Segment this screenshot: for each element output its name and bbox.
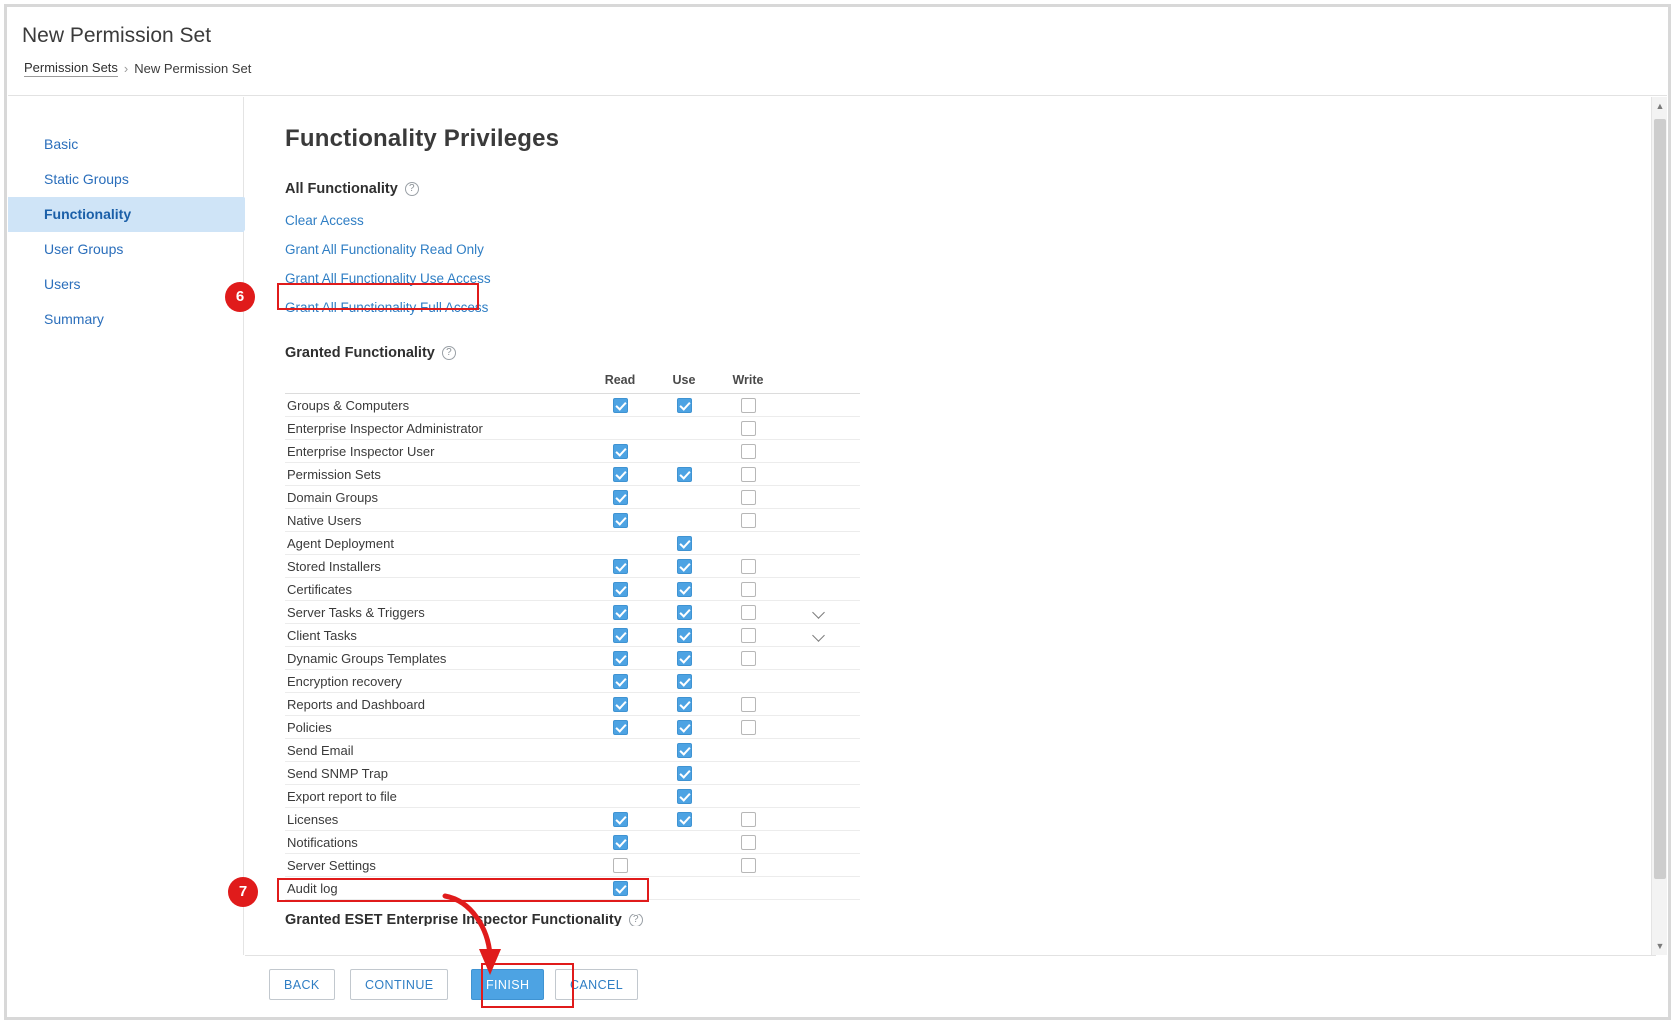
cell-use (652, 877, 716, 900)
cell-read (588, 670, 652, 693)
checkbox-use[interactable] (677, 766, 692, 781)
checkbox-use[interactable] (677, 605, 692, 620)
sidebar-item-summary[interactable] (8, 302, 244, 337)
cell-read (588, 509, 652, 532)
sidebar-item-static-groups[interactable] (8, 162, 244, 197)
cell-expand (780, 808, 860, 831)
cell-use (652, 509, 716, 532)
checkbox-use[interactable] (677, 582, 692, 597)
sidebar-item-users[interactable] (8, 267, 244, 302)
cell-expand (780, 417, 860, 440)
table-row (285, 877, 860, 900)
checkbox-read[interactable] (613, 720, 628, 735)
help-icon[interactable]: ? (405, 182, 419, 196)
cell-expand (780, 739, 860, 762)
cell-read (588, 624, 652, 647)
section-title: Functionality Privileges (285, 125, 560, 152)
checkbox-read[interactable] (613, 444, 628, 459)
cell-read (588, 854, 652, 877)
checkbox-write[interactable] (741, 835, 756, 850)
checkbox-write[interactable] (741, 628, 756, 643)
privilege-name: Groups & Computers (285, 394, 588, 417)
granted-eei-label: Granted ESET Enterprise Inspector Functionality (285, 914, 622, 926)
checkbox-write[interactable] (741, 513, 756, 528)
cell-read (588, 716, 652, 739)
checkbox-use[interactable] (677, 467, 692, 482)
cell-read (588, 785, 652, 808)
checkbox-use[interactable] (677, 651, 692, 666)
checkbox-read[interactable] (613, 812, 628, 827)
table-row (285, 440, 860, 463)
privilege-name: Stored Installers (285, 555, 588, 578)
cell-write (716, 670, 780, 693)
grant-link-grant-all-functionality-full-access[interactable]: Grant All Functionality Full Access (285, 300, 489, 315)
granted-eei-heading (285, 914, 1656, 926)
cell-write (716, 624, 780, 647)
privilege-name: Server Settings (285, 854, 588, 877)
table-row (285, 532, 860, 555)
cell-expand (780, 394, 860, 417)
checkbox-read[interactable] (613, 835, 628, 850)
cell-write (716, 785, 780, 808)
cell-expand (780, 486, 860, 509)
cell-use (652, 394, 716, 417)
cell-use (652, 716, 716, 739)
cell-expand (780, 601, 860, 624)
cell-write (716, 716, 780, 739)
privilege-name: Licenses (285, 808, 588, 831)
cell-use (652, 532, 716, 555)
table-row (285, 854, 860, 877)
sidebar-item-user-groups[interactable] (8, 232, 244, 267)
checkbox-use[interactable] (677, 536, 692, 551)
cell-read (588, 831, 652, 854)
cell-write (716, 555, 780, 578)
sidebar-item-label: Functionality (44, 206, 132, 222)
scrollbar-thumb[interactable] (1654, 119, 1666, 879)
table-row (285, 808, 860, 831)
cell-use (652, 578, 716, 601)
cell-write (716, 647, 780, 670)
checkbox-read[interactable] (613, 628, 628, 643)
checkbox-use[interactable] (677, 697, 692, 712)
cell-write (716, 578, 780, 601)
privilege-name: Send Email (285, 739, 588, 762)
checkbox-write[interactable] (741, 858, 756, 873)
privilege-name: Certificates (285, 578, 588, 601)
table-header-row (285, 373, 860, 394)
checkbox-read[interactable] (613, 858, 628, 873)
table-row (285, 716, 860, 739)
cell-expand (780, 555, 860, 578)
cell-use (652, 417, 716, 440)
sidebar-item-label: Static Groups (44, 171, 129, 187)
cell-write (716, 417, 780, 440)
cell-expand (780, 854, 860, 877)
cell-write (716, 854, 780, 877)
cell-write (716, 532, 780, 555)
cell-write (716, 486, 780, 509)
wizard-sidebar (8, 97, 244, 955)
checkbox-write[interactable] (741, 582, 756, 597)
privilege-name: Enterprise Inspector Administrator (285, 417, 588, 440)
table-row (285, 670, 860, 693)
checkbox-read[interactable] (613, 513, 628, 528)
checkbox-use[interactable] (677, 398, 692, 413)
privilege-name: Native Users (285, 509, 588, 532)
cell-expand (780, 877, 860, 900)
privileges-table (285, 373, 860, 900)
column-header-read: Read (588, 373, 652, 394)
privilege-name: Reports and Dashboard (285, 693, 588, 716)
table-row (285, 463, 860, 486)
cell-write (716, 463, 780, 486)
privilege-name: Export report to file (285, 785, 588, 808)
chevron-down-icon[interactable] (813, 631, 827, 640)
privilege-name: Dynamic Groups Templates (285, 647, 588, 670)
privilege-name: Notifications (285, 831, 588, 854)
cell-write (716, 831, 780, 854)
table-row (285, 647, 860, 670)
checkbox-read[interactable] (613, 881, 628, 896)
column-header-name (285, 373, 588, 394)
cell-read (588, 647, 652, 670)
cell-write (716, 440, 780, 463)
checkbox-write[interactable] (741, 421, 756, 436)
cell-write (716, 877, 780, 900)
checkbox-read[interactable] (613, 674, 628, 689)
cell-read (588, 808, 652, 831)
cell-expand (780, 440, 860, 463)
step-badge-6: 6 (225, 282, 255, 312)
checkbox-read[interactable] (613, 651, 628, 666)
table-row (285, 624, 860, 647)
breadcrumb-current: New Permission Set (134, 61, 252, 76)
scroll-up-arrow-icon[interactable]: ▲ (1655, 101, 1665, 111)
checkbox-read[interactable] (613, 398, 628, 413)
cell-write (716, 739, 780, 762)
page-header (8, 8, 1667, 96)
table-row (285, 762, 860, 785)
chevron-down-icon[interactable] (813, 608, 827, 617)
column-header-expand (780, 373, 860, 394)
granted-functionality-label: Granted Functionality (285, 345, 435, 361)
privilege-name: Server Tasks & Triggers (285, 601, 588, 624)
checkbox-write[interactable] (741, 398, 756, 413)
table-row (285, 578, 860, 601)
checkbox-write[interactable] (741, 467, 756, 482)
table-row (285, 831, 860, 854)
help-icon[interactable]: ? (629, 914, 643, 926)
checkbox-use[interactable] (677, 559, 692, 574)
cell-use (652, 670, 716, 693)
cell-use (652, 831, 716, 854)
cell-read (588, 578, 652, 601)
checkbox-read[interactable] (613, 605, 628, 620)
cell-read (588, 486, 652, 509)
privilege-name: Encryption recovery (285, 670, 588, 693)
privileges-table-body (285, 394, 860, 900)
cell-read (588, 394, 652, 417)
cell-expand (780, 532, 860, 555)
privilege-name: Domain Groups (285, 486, 588, 509)
table-row (285, 555, 860, 578)
main-content (245, 97, 1656, 955)
page-title: New Permission Set (22, 24, 212, 47)
sidebar-item-list (8, 127, 244, 337)
cell-read (588, 739, 652, 762)
back-button[interactable]: BACK (269, 969, 335, 1000)
cell-use (652, 854, 716, 877)
table-row (285, 601, 860, 624)
checkbox-read[interactable] (613, 490, 628, 505)
cell-write (716, 693, 780, 716)
cell-use (652, 808, 716, 831)
grant-link-grant-all-functionality-read-only[interactable]: Grant All Functionality Read Only (285, 242, 484, 257)
checkbox-read[interactable] (613, 582, 628, 597)
checkbox-write[interactable] (741, 490, 756, 505)
cell-read (588, 440, 652, 463)
sidebar-item-label: Users (44, 276, 81, 292)
checkbox-write[interactable] (741, 720, 756, 735)
cell-read (588, 601, 652, 624)
privilege-name: Policies (285, 716, 588, 739)
grant-access-links (285, 213, 1656, 315)
cancel-button[interactable]: CANCEL (555, 969, 638, 1000)
sidebar-item-functionality[interactable] (8, 197, 244, 232)
wizard-footer (245, 955, 1656, 1016)
privilege-name: Agent Deployment (285, 532, 588, 555)
checkbox-use[interactable] (677, 628, 692, 643)
checkbox-write[interactable] (741, 812, 756, 827)
cell-use (652, 762, 716, 785)
table-row (285, 417, 860, 440)
breadcrumb-link-permission-sets[interactable]: Permission Sets (24, 60, 118, 75)
privilege-name: Send SNMP Trap (285, 762, 588, 785)
cell-write (716, 509, 780, 532)
cell-expand (780, 509, 860, 532)
table-row (285, 693, 860, 716)
checkbox-use[interactable] (677, 743, 692, 758)
grant-link-clear-access[interactable]: Clear Access (285, 213, 364, 228)
cell-use (652, 693, 716, 716)
cell-expand (780, 831, 860, 854)
table-row (285, 785, 860, 808)
cell-use (652, 486, 716, 509)
cell-expand (780, 463, 860, 486)
checkbox-write[interactable] (741, 605, 756, 620)
table-row (285, 509, 860, 532)
cell-expand (780, 716, 860, 739)
cell-write (716, 394, 780, 417)
cell-read (588, 417, 652, 440)
cell-expand (780, 762, 860, 785)
cell-write (716, 808, 780, 831)
privilege-name: Audit log (285, 877, 588, 900)
checkbox-use[interactable] (677, 812, 692, 827)
cell-read (588, 532, 652, 555)
cell-expand (780, 785, 860, 808)
cell-use (652, 739, 716, 762)
checkbox-read[interactable] (613, 467, 628, 482)
cell-write (716, 601, 780, 624)
vertical-scrollbar[interactable] (1651, 97, 1667, 955)
grant-link-grant-all-functionality-use-access[interactable]: Grant All Functionality Use Access (285, 271, 491, 286)
sidebar-item-basic[interactable] (8, 127, 244, 162)
cell-read (588, 762, 652, 785)
checkbox-use[interactable] (677, 789, 692, 804)
checkbox-write[interactable] (741, 559, 756, 574)
cell-use (652, 601, 716, 624)
continue-button[interactable]: CONTINUE (350, 969, 448, 1000)
help-icon[interactable]: ? (442, 346, 456, 360)
breadcrumb (24, 60, 251, 77)
cell-expand (780, 647, 860, 670)
scroll-down-arrow-icon[interactable]: ▼ (1655, 941, 1665, 951)
cell-expand (780, 578, 860, 601)
cell-use (652, 555, 716, 578)
column-header-write: Write (716, 373, 780, 394)
table-row (285, 739, 860, 762)
cell-use (652, 647, 716, 670)
checkbox-use[interactable] (677, 720, 692, 735)
table-row (285, 394, 860, 417)
breadcrumb-separator-icon: › (123, 61, 129, 76)
cell-use (652, 624, 716, 647)
table-row (285, 486, 860, 509)
all-functionality-label: All Functionality (285, 181, 398, 197)
column-header-use: Use (652, 373, 716, 394)
privilege-name: Enterprise Inspector User (285, 440, 588, 463)
sidebar-item-label: Basic (44, 136, 79, 152)
checkbox-use[interactable] (677, 674, 692, 689)
checkbox-read[interactable] (613, 697, 628, 712)
cell-read (588, 877, 652, 900)
checkbox-write[interactable] (741, 651, 756, 666)
sidebar-item-label: Summary (44, 311, 104, 327)
checkbox-write[interactable] (741, 444, 756, 459)
cell-expand (780, 693, 860, 716)
cell-expand (780, 670, 860, 693)
finish-button[interactable]: FINISH (471, 969, 544, 1000)
cell-use (652, 785, 716, 808)
sidebar-item-label: User Groups (44, 241, 124, 257)
cell-read (588, 555, 652, 578)
cell-read (588, 693, 652, 716)
privilege-name: Client Tasks (285, 624, 588, 647)
all-functionality-heading (285, 181, 1656, 197)
step-badge-7: 7 (228, 877, 258, 907)
cell-use (652, 463, 716, 486)
cell-read (588, 463, 652, 486)
checkbox-read[interactable] (613, 559, 628, 574)
privilege-name: Permission Sets (285, 463, 588, 486)
granted-functionality-heading (285, 345, 1656, 361)
cell-use (652, 440, 716, 463)
cell-expand (780, 624, 860, 647)
checkbox-write[interactable] (741, 697, 756, 712)
cell-write (716, 762, 780, 785)
